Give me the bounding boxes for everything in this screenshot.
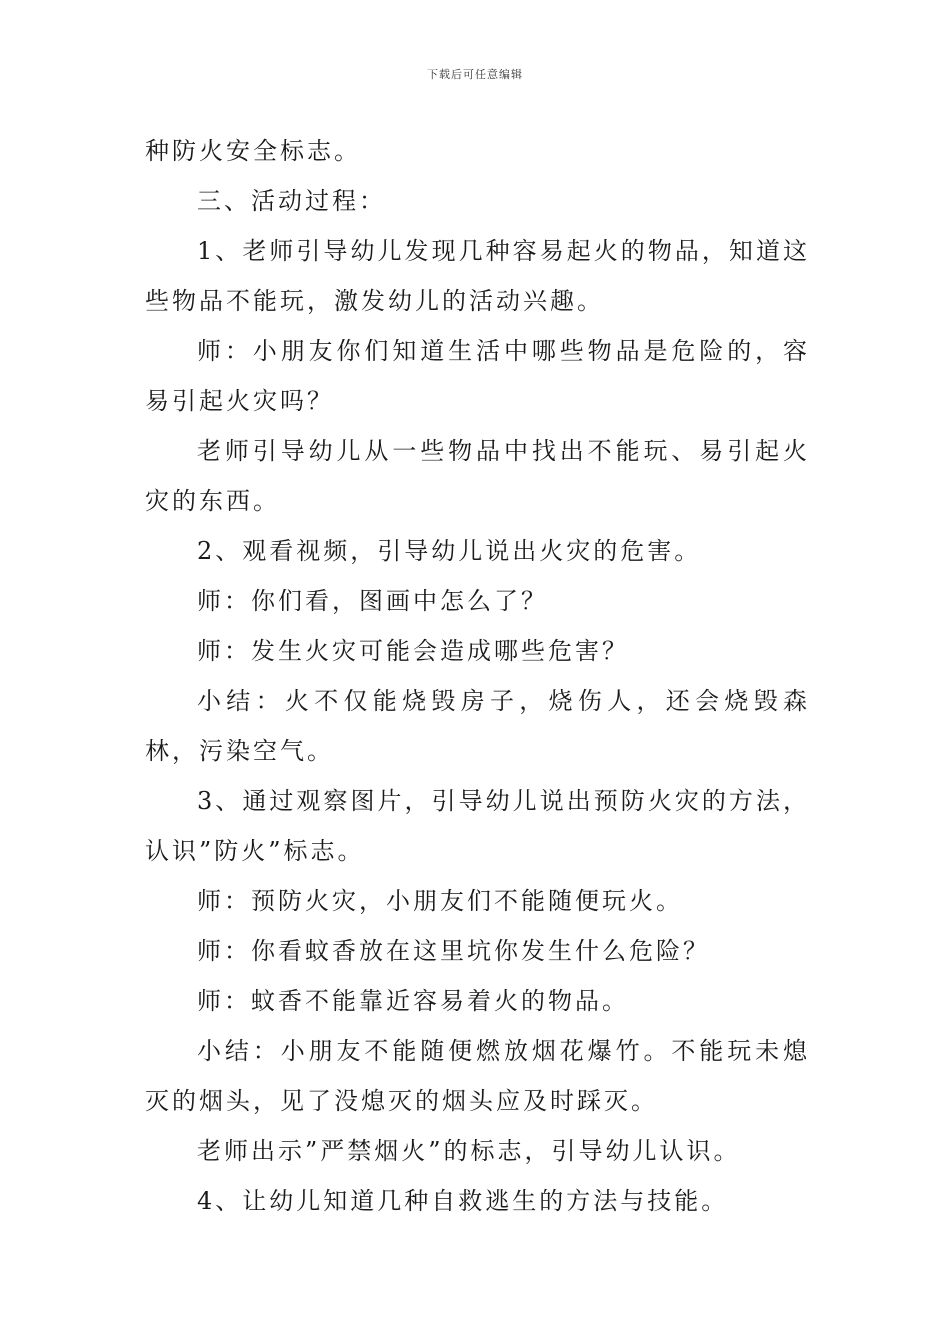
paragraph-teacher-line: 师：你们看，图画中怎么了？ <box>197 587 548 615</box>
paragraph: 老师出示”严禁烟火”的标志，引导幼儿认识。 <box>197 1137 741 1165</box>
paragraph-teacher-line: 师：你看蚊香放在这里坑你发生什么危险？ <box>197 937 710 965</box>
paragraph-step-4: 4、让幼儿知道几种自救逃生的方法与技能。 <box>197 1187 729 1215</box>
document-body <box>145 126 810 1226</box>
paragraph-step-2: 2、观看视频，引导幼儿说出火灾的危害。 <box>197 537 702 565</box>
section-heading: 三、活动过程： <box>197 187 386 215</box>
paragraph-summary: 小结：火不仅能烧毁房子，烧伤人，还会烧毁森林，污染空气。 <box>145 687 810 765</box>
paragraph-teacher-line: 师：预防火灾，小朋友们不能随便玩火。 <box>197 887 683 915</box>
paragraph-continued: 种防火安全标志。 <box>145 137 361 165</box>
paragraph-step-1: 1、老师引导幼儿发现几种容易起火的物品，知道这些物品不能玩，激发幼儿的活动兴趣。 <box>145 237 810 315</box>
paragraph: 老师引导幼儿从一些物品中找出不能玩、易引起火灾的东西。 <box>145 437 810 515</box>
paragraph-teacher-line: 师：发生火灾可能会造成哪些危害？ <box>197 637 629 665</box>
paragraph-step-3: 3、通过观察图片，引导幼儿说出预防火灾的方法，认识”防火”标志。 <box>145 787 810 865</box>
paragraph-teacher-line: 师：蚊香不能靠近容易着火的物品。 <box>197 987 629 1015</box>
paragraph-summary: 小结：小朋友不能随便燃放烟花爆竹。不能玩未熄灭的烟头，见了没熄灭的烟头应及时踩灭。 <box>145 1037 810 1115</box>
paragraph-teacher-line: 师：小朋友你们知道生活中哪些物品是危险的，容易引起火灾吗？ <box>145 337 810 415</box>
header-note: 下载后可任意编辑 <box>427 68 523 81</box>
